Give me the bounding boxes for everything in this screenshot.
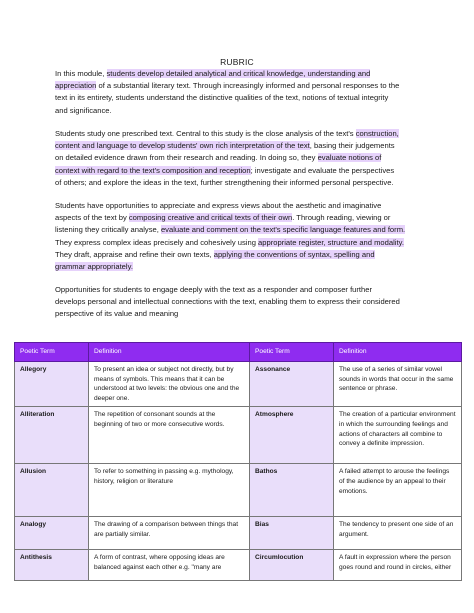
poetic-terms-table bbox=[14, 342, 462, 581]
table-row bbox=[15, 550, 462, 581]
document-title: RUBRIC bbox=[220, 57, 254, 67]
text-line bbox=[55, 140, 423, 152]
highlighted-text: appreciation bbox=[55, 81, 97, 91]
paragraph-opportunities bbox=[55, 284, 423, 321]
highlighted-text: students develop detailed analytical and critical knowledge, understanding and bbox=[106, 69, 371, 78]
highlighted-text: content and language to develop students' own rich interpretation of the text bbox=[55, 141, 310, 151]
highlighted-text: appropriate register, structure and modality. bbox=[258, 237, 404, 247]
highlighted-text: evaluate notions of bbox=[317, 153, 382, 163]
text-line bbox=[55, 200, 423, 212]
definition-cell: The creation of a particular environment in which the surrounding feelings and actions of characters all combine to convey a definite impression. bbox=[334, 407, 462, 464]
term-cell: Allusion bbox=[15, 464, 89, 517]
paragraph-prescribed-text bbox=[55, 128, 423, 189]
definition-cell: To refer to something in passing e.g. mythology, history, religion or literature bbox=[89, 464, 250, 517]
table-row bbox=[15, 464, 462, 517]
body-text: aspects of the text by bbox=[55, 213, 129, 223]
highlighted-text: grammar appropriately. bbox=[55, 262, 133, 272]
term-cell: Antithesis bbox=[15, 550, 89, 581]
text-line bbox=[55, 177, 423, 189]
text-line bbox=[55, 165, 423, 177]
text-line bbox=[55, 237, 423, 249]
body-text: They draft, appraise and refine their own texts, bbox=[55, 249, 214, 259]
term-cell: Bathos bbox=[250, 464, 334, 517]
text-line bbox=[55, 152, 423, 164]
highlighted-text: context with regard to the text's composition and reception bbox=[55, 165, 251, 175]
text-line bbox=[55, 296, 423, 308]
text-line bbox=[55, 224, 423, 236]
body-text: . Through reading, viewing or bbox=[292, 213, 391, 223]
definition-cell: The repetition of consonant sounds at the beginning of two or more consecutive words. bbox=[89, 407, 250, 464]
body-text: In this module, bbox=[55, 69, 107, 78]
definition-cell: To present an idea or subject not directly, but by means of symbols. This means that it can be understood at two levels: the obvious one and the deeper one. bbox=[89, 362, 250, 407]
paragraph-express-views bbox=[55, 200, 423, 273]
paragraph-module-intro bbox=[55, 68, 423, 117]
body-text: , basing their judgements bbox=[309, 141, 395, 151]
term-cell: Bias bbox=[250, 517, 334, 550]
definition-cell: The use of a series of similar vowel sounds in words that occur in the same sentence or phrase. bbox=[334, 362, 462, 407]
header-poetic-term: Poetic Term bbox=[250, 343, 334, 362]
body-text: develops personal and intellectual connections with the text, enabling them to express their considered bbox=[55, 297, 400, 307]
table-header-row bbox=[15, 343, 462, 362]
body-text: Students study one prescribed text. Central to this study is the close analysis of the text's bbox=[55, 129, 356, 138]
table-row bbox=[15, 362, 462, 407]
body-text: and significance. bbox=[55, 105, 112, 115]
body-text: Students have opportunities to appreciate and express views about the aesthetic and imaginative bbox=[55, 201, 382, 210]
term-cell: Circumlocution bbox=[250, 550, 334, 581]
highlighted-text: applying the conventions of syntax, spelling and bbox=[213, 249, 375, 259]
text-line bbox=[55, 212, 423, 224]
term-cell: Alliteration bbox=[15, 407, 89, 464]
highlighted-text: composing creative and critical texts of their own bbox=[128, 213, 293, 223]
body-text: They express complex ideas precisely and cohesively using bbox=[55, 237, 259, 247]
body-text: Opportunities for students to engage deeply with the text as a responder and composer further bbox=[55, 285, 373, 294]
highlighted-text: construction, bbox=[355, 129, 399, 138]
definition-cell: A form of contrast, where opposing ideas are balanced against each other e.g. "many are bbox=[89, 550, 250, 581]
body-text: listening they critically analyse, bbox=[55, 225, 161, 235]
body-text: of a substantial literary text. Through increasingly informed and personal responses to the bbox=[96, 81, 400, 91]
definition-cell: A failed attempt to arouse the feelings of the audience by an appeal to their emotions. bbox=[334, 464, 462, 517]
term-cell: Atmosphere bbox=[250, 407, 334, 464]
text-line bbox=[55, 105, 423, 117]
text-line bbox=[55, 128, 423, 140]
table-row bbox=[15, 407, 462, 464]
header-definition: Definition bbox=[89, 343, 250, 362]
term-cell: Assonance bbox=[250, 362, 334, 407]
text-line bbox=[55, 308, 423, 320]
term-cell: Allegory bbox=[15, 362, 89, 407]
text-line bbox=[55, 249, 423, 261]
body-text: text in its entirety, students understand the distinctive qualities of the text, notions of textual integrity bbox=[55, 93, 389, 103]
definition-cell: The drawing of a comparison between things that are partially similar. bbox=[89, 517, 250, 550]
text-line bbox=[55, 92, 423, 104]
body-text: on detailed evidence drawn from their research and reading. In doing so, they bbox=[55, 153, 318, 163]
highlighted-text: evaluate and comment on the text's specific language features and form. bbox=[160, 225, 406, 235]
table-row bbox=[15, 517, 462, 550]
text-line bbox=[55, 261, 423, 273]
header-poetic-term: Poetic Term bbox=[15, 343, 89, 362]
body-text: of others; and explore the ideas in the text, further strengthening their informed personal perspective. bbox=[55, 177, 394, 187]
header-definition: Definition bbox=[334, 343, 462, 362]
body-text: ; investigate and evaluate the perspectives bbox=[250, 165, 395, 175]
definition-cell: The tendency to present one side of an argument. bbox=[334, 517, 462, 550]
term-cell: Analogy bbox=[15, 517, 89, 550]
text-line bbox=[55, 80, 423, 92]
text-line bbox=[55, 68, 423, 80]
body-text: perspective of its value and meaning bbox=[55, 309, 179, 319]
definition-cell: A fault in expression where the person goes round and round in circles, either bbox=[334, 550, 462, 581]
text-line bbox=[55, 284, 423, 296]
